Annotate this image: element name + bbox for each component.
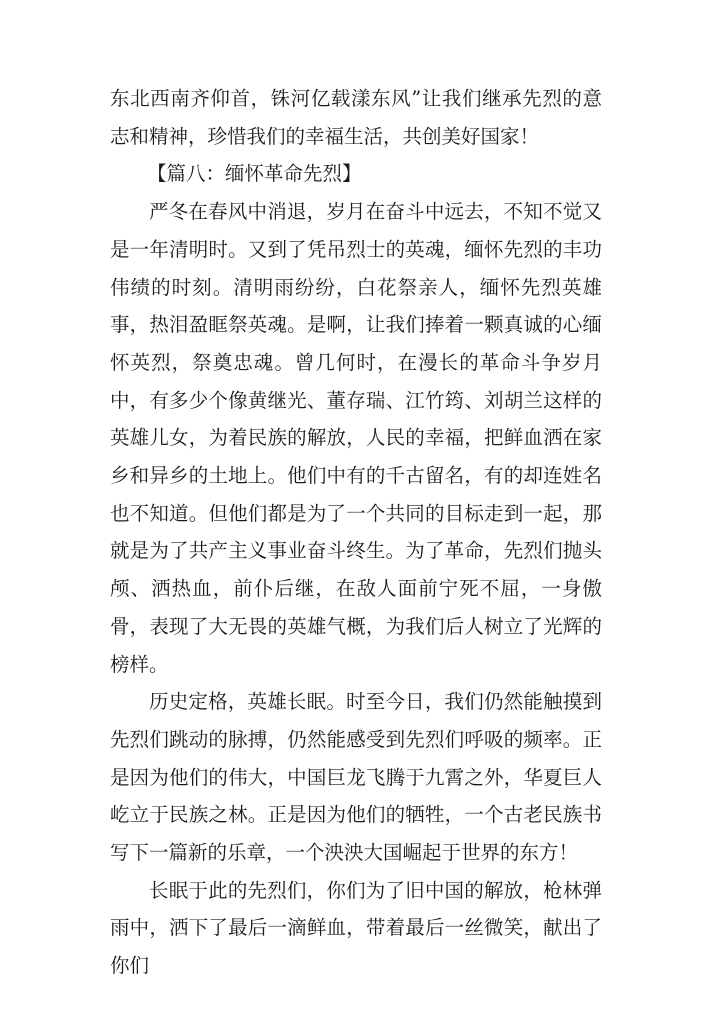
paragraph-1: 严冬在春风中消退，岁月在奋斗中远去，不知不觉又是一年清明时。又到了凭吊烈士的英魂，缅怀先烈的丰功伟绩的时刻。清明雨纷纷，白花祭亲人，缅怀先烈英雄事，热泪盈眶祭英魂。是啊，让我们捧着一颗真诚的心缅怀英烈，祭奠忠魂。曾几何时，在漫长的革命斗争岁月中，有多少个像黄继光、董存瑞、江竹筠、刘胡兰这样的英雄儿女，为着民族的解放，人民的幸福，把鲜血洒在家乡和异乡的土地上。他们中有的千古留名，有的却连姓名也不知道。但他们都是为了一个共同的目标走到一起，那就是为了共产主义事业奋斗终生。为了革命，先烈们抛头颅、洒热血，前仆后继，在敌人面前宁死不屈，一身傲骨，表现了大无畏的英雄气概，为我们后人树立了光辉的榜样。 bbox=[110, 200, 602, 676]
document-page bbox=[110, 80, 602, 985]
paragraph-2: 历史定格，英雄长眠。时至今日，我们仍然能触摸到先烈们跳动的脉搏，仍然能感受到先烈们呼吸的频率。正是因为他们的伟大，中国巨龙飞腾于九霄之外，华夏巨人屹立于民族之林。正是因为他们的牺牲，一个古老民族书写下一篇新的乐章，一个泱泱大国崛起于世界的东方！ bbox=[110, 690, 602, 865]
section-heading: 【篇八：缅怀革命先烈】 bbox=[147, 162, 362, 186]
paragraph-continuation: 东北西南齐仰首，铢河亿载漾东风”让我们继承先烈的意志和精神，珍惜我们的幸福生活，共创美好国家！ bbox=[110, 87, 602, 148]
paragraph-3: 长眠于此的先烈们，你们为了旧中国的解放，枪林弹雨中，洒下了最后一滴鲜血，带着最后一丝微笑，献出了你们 bbox=[110, 878, 602, 978]
